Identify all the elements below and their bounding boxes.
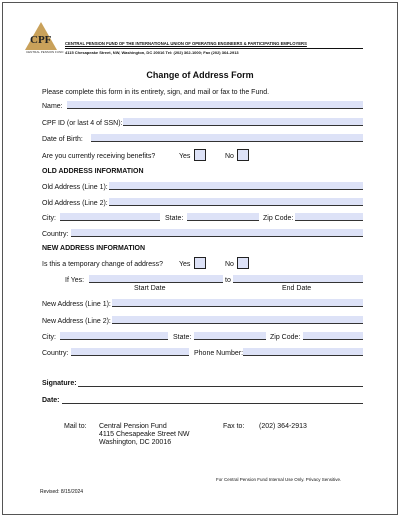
mail-address-line3: Washington, DC 20016 — [99, 439, 172, 446]
old-city-label: City: — [42, 215, 56, 222]
new-address-line2-label: New Address (Line 2): — [42, 318, 111, 325]
old-state-label: State: — [165, 215, 184, 222]
date-label: Date: — [42, 397, 60, 404]
new-address-section-title: NEW ADDRESS INFORMATION — [42, 245, 146, 252]
old-zip-label: Zip Code: — [263, 215, 294, 222]
old-address-line2-field[interactable] — [109, 198, 363, 206]
old-city-field[interactable] — [60, 213, 160, 221]
if-yes-label: If Yes: — [65, 277, 85, 284]
old-zip-field[interactable] — [295, 213, 363, 221]
logo-subtext: CENTRAL PENSION FUND — [26, 50, 64, 54]
benefits-no-checkbox[interactable] — [237, 149, 249, 161]
new-zip-field[interactable] — [303, 332, 363, 340]
org-address: 4115 Chesapeake Street, NW, Washington, DC 20016 Tel: (202) 362-1000; Fax (202) 364-2913 — [65, 50, 239, 55]
temporary-yes-label: Yes — [179, 261, 191, 268]
temporary-question: Is this a temporary change of address? — [42, 261, 164, 268]
temporary-no-checkbox[interactable] — [237, 257, 249, 269]
old-state-field[interactable] — [187, 213, 259, 221]
benefits-yes-checkbox[interactable] — [194, 149, 206, 161]
phone-label: Phone Number: — [194, 350, 244, 357]
new-city-field[interactable] — [60, 332, 168, 340]
old-country-label: Country: — [42, 231, 69, 238]
old-address-line2-label: Old Address (Line 2): — [42, 200, 108, 207]
form-instructions: Please complete this form in its entirety, sign, and mail or fax to the Fund. — [42, 89, 270, 96]
end-date-field[interactable] — [233, 275, 363, 283]
phone-field[interactable] — [243, 348, 363, 356]
mail-address-line2: 4115 Chesapeake Street NW — [99, 431, 190, 438]
signature-line[interactable] — [78, 379, 363, 387]
name-label: Name: — [42, 103, 63, 110]
temporary-yes-checkbox[interactable] — [194, 257, 206, 269]
end-date-caption: End Date — [282, 285, 312, 292]
fax-number: (202) 364-2913 — [259, 423, 307, 430]
new-address-line1-label: New Address (Line 1): — [42, 301, 111, 308]
cpf-logo — [23, 20, 64, 56]
new-address-line1-field[interactable] — [112, 299, 363, 307]
form-title: Change of Address Form — [146, 70, 254, 80]
start-date-field[interactable] — [89, 275, 223, 283]
fax-to-label: Fax to: — [223, 423, 245, 430]
old-country-field[interactable] — [71, 229, 363, 237]
internal-use-notice: For Central Pension Fund Internal Use Only. Privacy Sensitive. — [216, 477, 342, 482]
old-address-section-title: OLD ADDRESS INFORMATION — [42, 168, 144, 175]
temporary-no-label: No — [225, 261, 234, 268]
mail-to-label: Mail to: — [64, 423, 87, 430]
revised-date: Revised: 8/15/2024 — [40, 489, 84, 495]
header-rule — [65, 48, 363, 49]
new-country-label: Country: — [42, 350, 69, 357]
new-state-label: State: — [173, 334, 192, 341]
mail-address-line1: Central Pension Fund — [99, 423, 167, 430]
new-country-field[interactable] — [71, 348, 189, 356]
date-line[interactable] — [62, 396, 363, 404]
form-page — [2, 2, 398, 515]
old-address-line1-field[interactable] — [109, 182, 363, 190]
new-state-field[interactable] — [194, 332, 266, 340]
cpf-id-field[interactable] — [123, 118, 363, 126]
logo-text: CPF — [30, 34, 52, 46]
start-date-caption: Start Date — [134, 285, 166, 292]
new-zip-label: Zip Code: — [270, 334, 301, 341]
old-address-line1-label: Old Address (Line 1): — [42, 184, 108, 191]
benefits-yes-label: Yes — [179, 153, 191, 160]
new-address-line2-field[interactable] — [112, 316, 363, 324]
org-name: CENTRAL PENSION FUND OF THE INTERNATIONAL UNION OF OPERATING ENGINEERS & PARTICIPATING EMPLOYERS — [65, 41, 307, 46]
signature-label: Signature: — [42, 380, 77, 387]
name-field[interactable] — [67, 101, 363, 109]
new-city-label: City: — [42, 334, 56, 341]
benefits-question: Are you currently receiving benefits? — [42, 153, 156, 160]
cpf-id-label: CPF ID (or last 4 of SSN): — [42, 120, 123, 127]
benefits-no-label: No — [225, 153, 234, 160]
dob-label: Date of Birth: — [42, 136, 83, 143]
to-label: to — [225, 277, 231, 284]
dob-field[interactable] — [91, 134, 363, 142]
